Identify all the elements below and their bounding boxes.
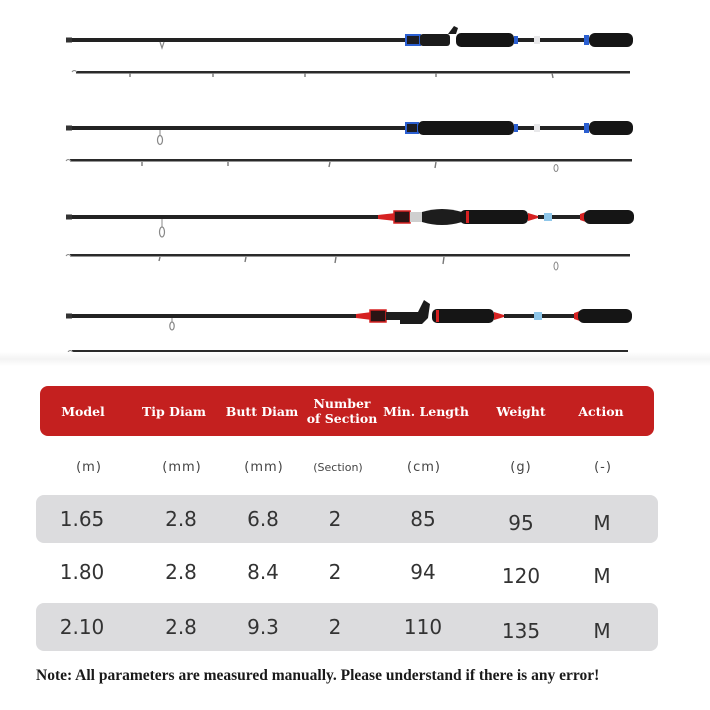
cell-model: 1.80 bbox=[59, 560, 105, 584]
cell-min-length: 110 bbox=[403, 615, 443, 639]
cell-sections: 2 bbox=[328, 507, 342, 531]
cell-weight: 95 bbox=[508, 511, 534, 535]
column-header-sections-line1: Number bbox=[313, 396, 371, 411]
table-row bbox=[36, 495, 658, 543]
cell-sections: 2 bbox=[328, 615, 342, 639]
cell-tip-diam: 2.8 bbox=[165, 560, 197, 584]
cell-tip-diam: 2.8 bbox=[165, 615, 197, 639]
table-row bbox=[36, 603, 658, 651]
cell-action: M bbox=[593, 564, 611, 588]
unit-weight: (g) bbox=[510, 459, 532, 475]
table-row bbox=[36, 548, 658, 596]
cell-min-length: 94 bbox=[410, 560, 436, 584]
cell-action: M bbox=[593, 511, 611, 535]
column-header-min-length: Min. Length bbox=[383, 403, 469, 419]
photo-divider bbox=[0, 352, 710, 366]
column-header-weight: Weight bbox=[496, 403, 546, 419]
column-header-sections bbox=[302, 386, 382, 436]
measurement-note: Note: All parameters are measured manually. Please understand if there is any error! bbox=[36, 667, 600, 684]
column-header-tip-diam: Tip Diam bbox=[141, 403, 207, 419]
cell-tip-diam: 2.8 bbox=[165, 507, 197, 531]
cell-action: M bbox=[593, 619, 611, 643]
spec-table-header bbox=[40, 386, 654, 436]
cell-sections: 2 bbox=[328, 560, 342, 584]
cell-butt-diam: 6.8 bbox=[247, 507, 279, 531]
cell-butt-diam: 9.3 bbox=[247, 615, 279, 639]
unit-action: (-) bbox=[594, 459, 612, 475]
cell-min-length: 85 bbox=[410, 507, 436, 531]
unit-butt-diam: (mm) bbox=[244, 459, 284, 475]
column-header-action: Action bbox=[578, 403, 624, 419]
column-header-sections-line2: of Section bbox=[306, 411, 378, 426]
unit-sections: (Section) bbox=[313, 460, 363, 474]
column-header-model: Model bbox=[61, 403, 105, 419]
cell-weight: 120 bbox=[501, 564, 541, 588]
cell-model: 1.65 bbox=[59, 507, 105, 531]
column-header-butt-diam: Butt Diam bbox=[225, 403, 299, 419]
unit-tip-diam: (mm) bbox=[162, 459, 202, 475]
cell-weight: 135 bbox=[501, 619, 541, 643]
cell-model: 2.10 bbox=[59, 615, 105, 639]
unit-min-length: (cm) bbox=[407, 459, 441, 475]
unit-model: (m) bbox=[76, 459, 102, 475]
cell-butt-diam: 8.4 bbox=[247, 560, 279, 584]
